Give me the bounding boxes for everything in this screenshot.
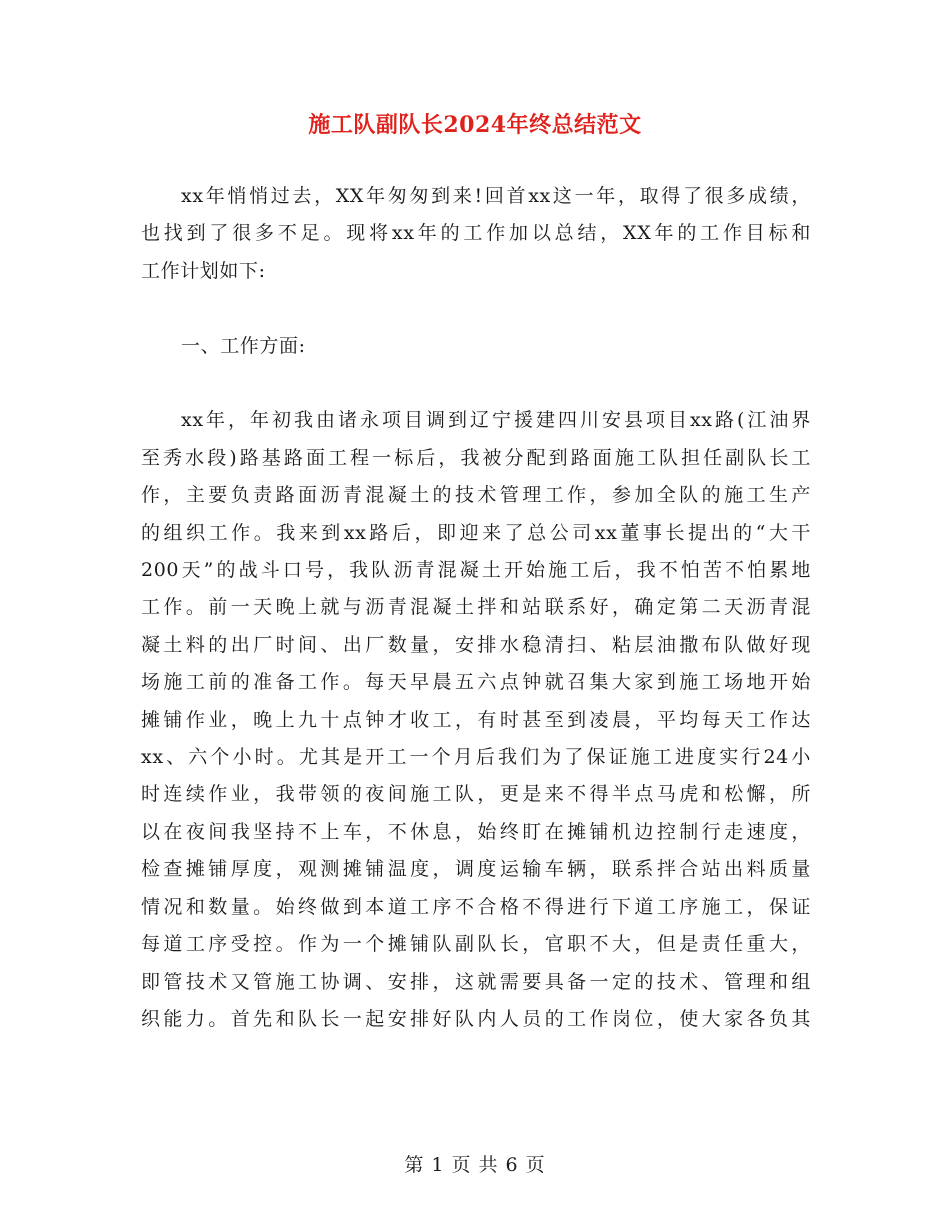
section-heading: 一、工作方面: — [181, 334, 306, 357]
paragraph-line: 即管技术又管施工协调、安排，这就需要具备一定的技术、管理和组 — [141, 970, 811, 993]
intro-line: 工作计划如下: — [141, 259, 266, 282]
paragraph-line: 时连续作业，我带领的夜间施工队，更是来不得半点马虎和松懈，所 — [141, 783, 811, 806]
paragraph-line: xx年，年初我由诸永项目调到辽宁援建四川安县项目xx路(江油界 — [181, 409, 811, 432]
document-title: 施工队副队长2024年终总结范文 — [308, 112, 642, 138]
paragraph-line: 织能力。首先和队长一起安排好队内人员的工作岗位，使大家各负其 — [141, 1007, 811, 1030]
intro-line: 也找到了很多不足。现将xx年的工作加以总结，XX年的工作目标和 — [141, 222, 811, 245]
paragraph-line: 摊铺作业，晚上九十点钟才收工，有时甚至到凌晨，平均每天工作达 — [141, 708, 811, 731]
intro-line: xx年悄悄过去，XX年匆匆到来!回首xx这一年，取得了很多成绩， — [181, 185, 811, 207]
document-body — [141, 178, 811, 1038]
page-number: 第 1 页 共 6 页 — [404, 1154, 546, 1176]
paragraph-line: 工作。前一天晚上就与沥青混凝土拌和站联系好，确定第二天沥青混 — [141, 596, 811, 619]
paragraph-line: 至秀水段)路基路面工程一标后，我被分配到路面施工队担任副队长工 — [141, 446, 811, 469]
paragraph-line: 以在夜间我坚持不上车，不休息，始终盯在摊铺机边控制行走速度， — [141, 820, 811, 843]
paragraph-line: 作，主要负责路面沥青混凝土的技术管理工作，参加全队的施工生产 — [141, 484, 811, 507]
paragraph-line: 的组织工作。我来到xx路后，即迎来了总公司xx董事长提出的“大干 — [141, 521, 811, 544]
paragraph-line: 检查摊铺厚度，观测摊铺温度，调度运输车辆，联系拌合站出料质量 — [141, 858, 811, 881]
paragraph-gap — [141, 290, 811, 327]
paragraph-line: xx、六个小时。尤其是开工一个月后我们为了保证施工进度实行24小 — [141, 746, 811, 769]
paragraph-line: 场施工前的准备工作。每天早晨五六点钟就召集大家到施工场地开始 — [141, 671, 811, 694]
paragraph-line: 凝土料的出厂时间、出厂数量，安排水稳清扫、粘层油撒布队做好现 — [141, 633, 811, 656]
paragraph-gap — [141, 365, 811, 402]
paragraph-line: 情况和数量。始终做到本道工序不合格不得进行下道工序施工，保证 — [141, 895, 811, 918]
paragraph-line: 每道工序受控。作为一个摊铺队副队长，官职不大，但是责任重大， — [141, 933, 811, 956]
paragraph-line: 200天”的战斗口号，我队沥青混凝土开始施工后，我不怕苦不怕累地 — [141, 559, 811, 582]
